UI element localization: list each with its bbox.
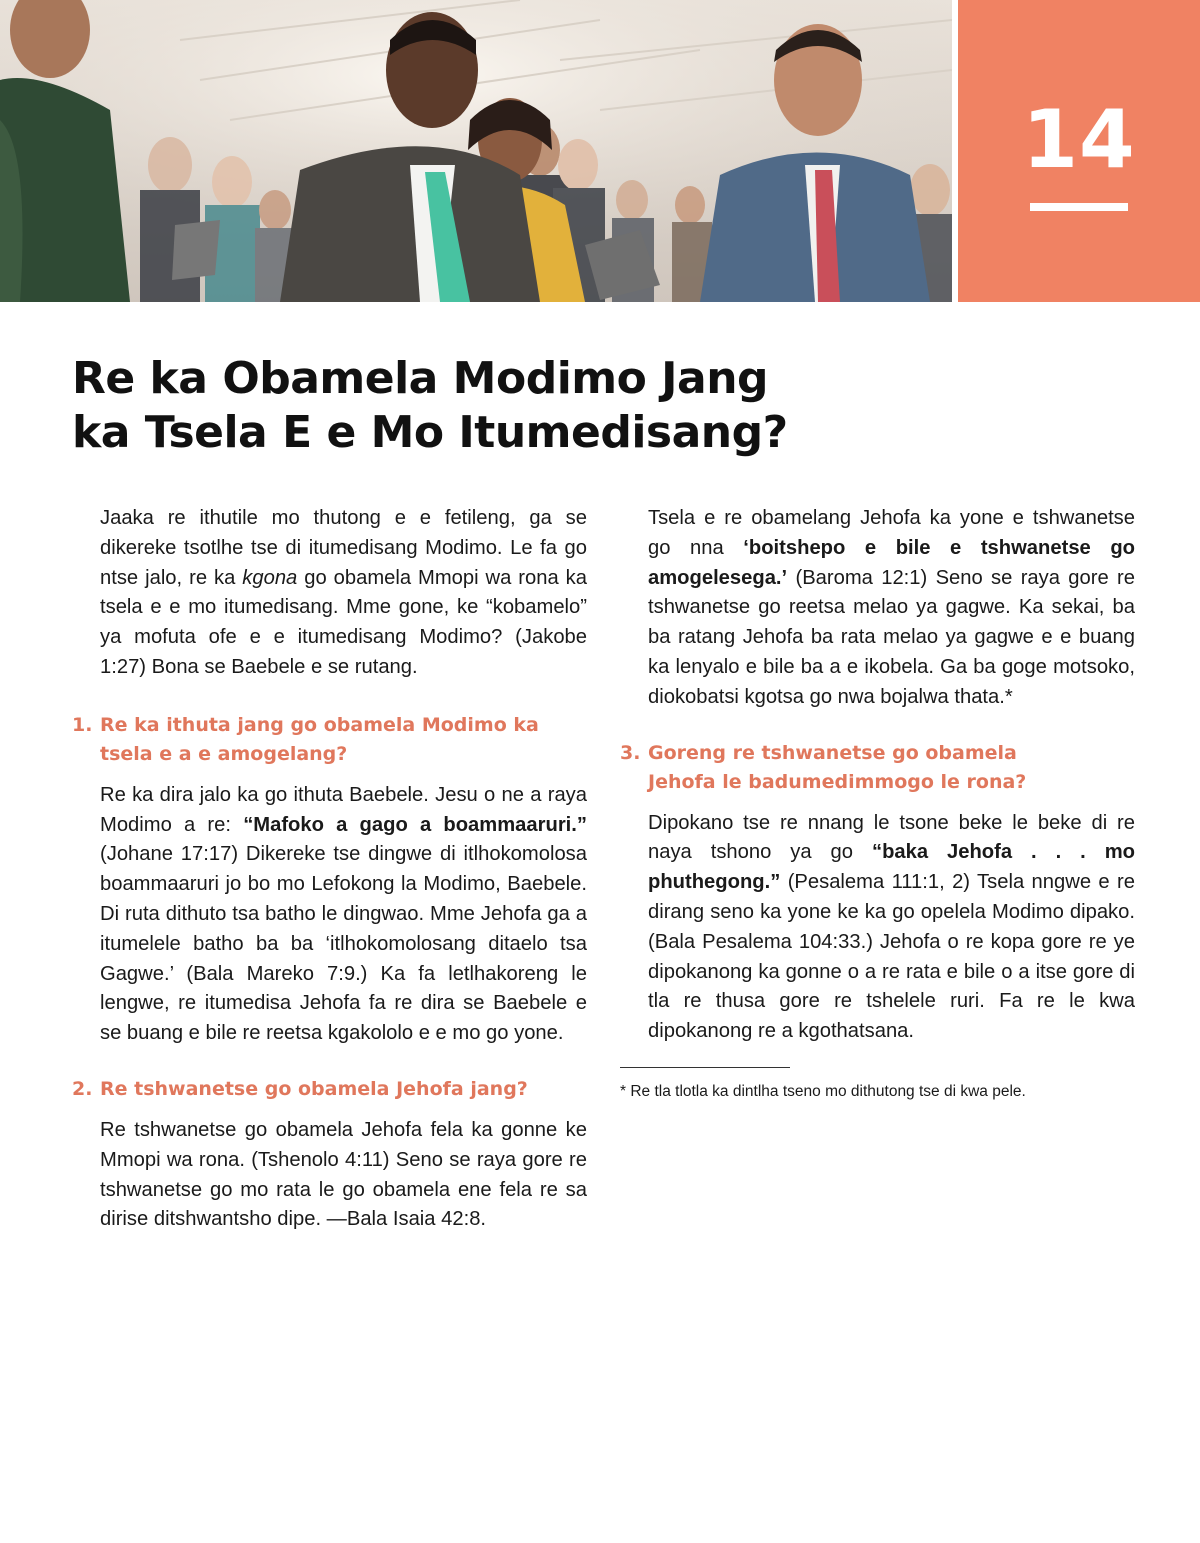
answer-1-text-2: (Johane 17:17) Dikereke tse dingwe di itlhokomolosa boammaaruri jo bo mo Lefokong la Modimo, Baebele. Di ruta dithuto tsa batho le dingwao. Mme Jehofa ga a itumelele batho ba ba ‘itlhokomolosang ditaelo tsa Gagwe.’ (Bala Mareko 7:9.) Ka fa letlhakoreng le lengwe, re itumedisa Jehofa fa re dira se Baebele e se buang e bile re reetsa kgakololo e e mo go yone. xyxy=(100,843,587,1045)
congregation-singing-photo xyxy=(0,0,952,302)
chapter-badge xyxy=(958,0,1200,302)
title-line-2: ka Tsela E e Mo Itumedisang? xyxy=(72,407,788,458)
question-2-heading xyxy=(72,1075,587,1104)
question-3-number: 3. xyxy=(620,741,641,764)
title-line-1: Re ka Obamela Modimo Jang xyxy=(72,353,769,404)
chapter-number: 14 xyxy=(1022,93,1136,186)
footnote-divider xyxy=(620,1067,790,1068)
intro-italic: kgona xyxy=(242,566,298,589)
question-1-number: 1. xyxy=(72,713,93,736)
question-1-heading xyxy=(72,711,540,769)
intro-text-1: Jaaka re ithutile mo thutong e e fetileng, ga se dikereke tsotlhe tse di itumedisang Modimo. Le fa go ntse jalo, re ka xyxy=(100,507,587,589)
answer-2-cont-text-1: Tsela e re obamelang Jehofa ka yone e tshwanetse go nna xyxy=(648,507,1135,559)
right-column xyxy=(620,504,1135,1102)
left-column xyxy=(72,504,587,1235)
answer-3-paragraph xyxy=(620,809,1135,1047)
intro-paragraph xyxy=(72,504,587,683)
intro-text-2: go obamela Mmopi wa rona ka tsela e e mo itumedisang. Mme gone, ke “kobamelo” ya mofuta ofe e e itumedisang Modimo? (Jakobe 1:27) Bona se Baebele e se rutang. xyxy=(100,566,587,678)
answer-3-text-1: Dipokano tse re nnang le tsone beke le beke di re naya tshono ya go xyxy=(648,811,1135,864)
answer-2-paragraph: Re tshwanetse go obamela Jehofa fela ka gonne ke Mmopi wa rona. (Tshenolo 4:11) Seno se raya gore re tshwanetse go mo rata le go obamela ene fela re sa dirise ditshwantsho dipe. —Bala Isaia 42:8. xyxy=(100,1118,587,1231)
answer-3-text-2: (Pesalema 111:1, 2) Tsela nngwe e re dirang seno ka yone ke ka go opelela Modimo dipako. (Bala Pesalema 104:33.) Jehofa o re kopa gore re ye dipokanong ka gonne o a re rata e bile o a itse gore di tla re thusa gore re tshelele ruri. Fa re le kwa dipokanong re a kgothatsana. xyxy=(648,871,1135,1043)
answer-1-text-1: Re ka dira jalo ka go ithuta Baebele. Jesu o ne a raya Modimo a re: xyxy=(100,783,587,836)
answer-2-cont-text-2: (Baroma 12:1) Seno se raya gore re tshwanetse go reetsa melao ya gagwe. Ka sekai, ba ba ratang Jehofa ba rata melao ya gagwe e e buang ka lenyalo e bile ba a e ikobela. Ga ba goge motsoko, diokobatsi kgotsa go nwa bojalwa thata.* xyxy=(648,566,1135,708)
question-3-text: Goreng re tshwanetse go obamela Jehofa le badumedimmogo le rona? xyxy=(648,741,1027,793)
chapter-underline xyxy=(1030,203,1128,211)
answer-2-cont-quote: ‘boitshepo e bile e tshwanetse go amogelesega.’ xyxy=(648,536,1136,589)
header-photo xyxy=(0,0,952,302)
question-2-text: Re tshwanetse go obamela Jehofa jang? xyxy=(100,1077,528,1100)
footnote: * Re tla tlotla ka dintlha tseno mo dithutong tse di kwa pele. xyxy=(620,1082,1026,1100)
answer-1-paragraph xyxy=(72,781,587,1049)
answer-1-quote: “Mafoko a gago a boammaaruri.” xyxy=(243,813,587,836)
question-2-number: 2. xyxy=(72,1077,93,1100)
question-3-heading xyxy=(620,739,1068,797)
page-title xyxy=(72,352,872,460)
answer-3-quote: “baka Jehofa . . . mo phuthegong.” xyxy=(648,841,1135,894)
answer-2-continued-paragraph xyxy=(620,504,1135,713)
question-1-text: Re ka ithuta jang go obamela Modimo ka tsela e a e amogelang? xyxy=(100,713,539,765)
